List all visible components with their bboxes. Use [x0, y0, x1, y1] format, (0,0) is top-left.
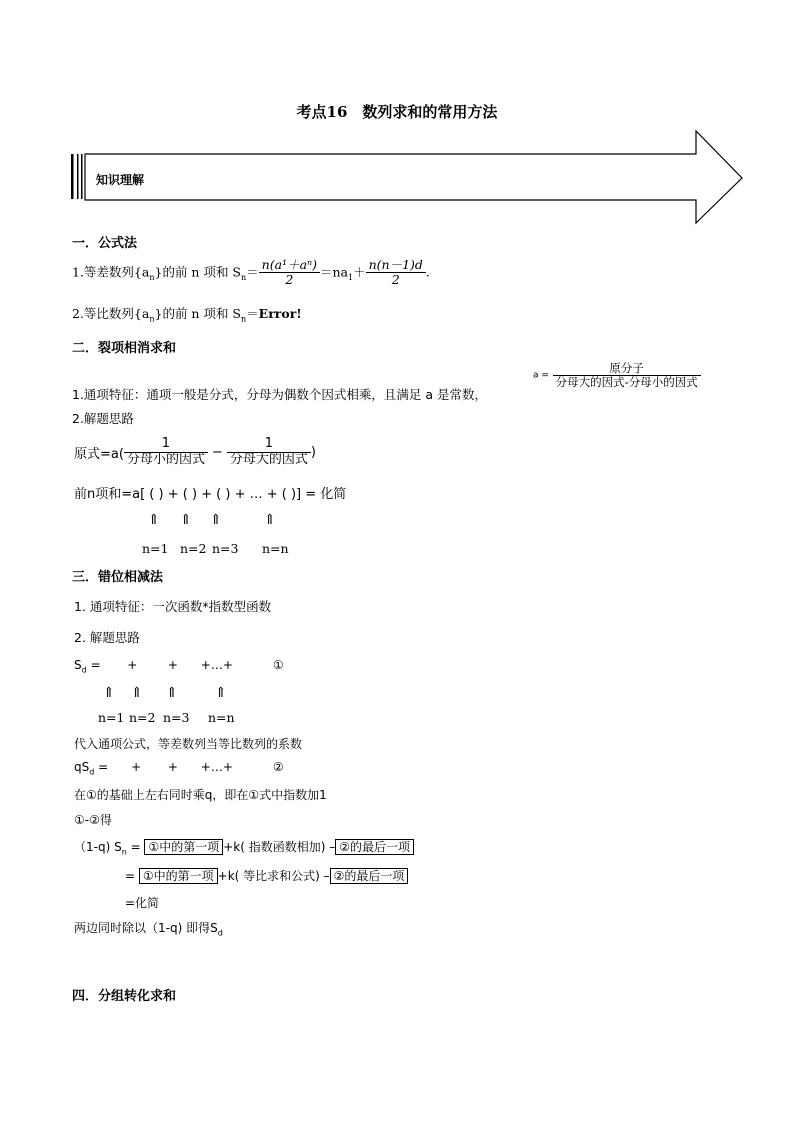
- substitution-note: 代入通项公式，等差数列当等比数列的系数: [74, 737, 303, 751]
- banner-bar-2: [77, 154, 79, 199]
- text: 两边同时除以（1-q) 即得S: [74, 921, 218, 935]
- up-arrow-icon: ⇑: [264, 512, 276, 528]
- denominator: 分母大的因式: [229, 451, 308, 467]
- banner-bar-1: [71, 154, 74, 199]
- sub: n: [241, 272, 247, 282]
- text: ＝na: [319, 264, 348, 280]
- fraction-2: [227, 437, 311, 468]
- text: +k( 指数函数相加) –: [223, 840, 336, 854]
- sub: n: [121, 847, 127, 857]
- index-label: n=n: [208, 710, 235, 725]
- difference-row-3: =化简: [125, 896, 160, 910]
- text: S: [74, 658, 82, 672]
- sub: n: [149, 314, 155, 324]
- text: ＋: [353, 264, 366, 280]
- text: .: [425, 264, 430, 280]
- index-label: n=1: [98, 710, 125, 725]
- index-label: n=1: [142, 541, 169, 556]
- up-arrow-icon: ⇑: [210, 512, 222, 528]
- banner-bar-3: [81, 154, 83, 199]
- error-text: Error!: [258, 306, 302, 321]
- sub: d: [217, 928, 223, 938]
- sub: n: [149, 272, 155, 282]
- numerator: n(a¹＋aⁿ): [259, 258, 320, 273]
- telescoping-original: [74, 437, 316, 468]
- sub: 1: [347, 272, 354, 282]
- boxed-term: ②的最后一项: [330, 868, 409, 884]
- index-label: n=2: [180, 541, 207, 556]
- text: }的前 n 项和 S: [154, 264, 241, 280]
- up-arrow-icon: ⇑: [103, 685, 115, 701]
- up-arrow-icon: ⇑: [180, 512, 192, 528]
- sub: n: [241, 314, 247, 324]
- text: −: [211, 444, 223, 460]
- numerator: 原分子: [553, 362, 701, 376]
- multiply-note: 在①的基础上左右同时乘q，即在①式中指数加1: [74, 788, 327, 802]
- denominator: 2: [285, 272, 294, 288]
- index-label: n=n: [262, 541, 289, 556]
- formula-geometric-sum: [72, 304, 302, 324]
- text: 原式=a(: [74, 446, 124, 462]
- difference-note: ①-②得: [74, 813, 112, 827]
- section-banner: [68, 128, 748, 226]
- difference-row-1: [74, 838, 414, 856]
- denominator: 2: [391, 272, 400, 288]
- up-arrow-icon: ⇑: [166, 685, 178, 701]
- qsd-equation: [74, 760, 284, 776]
- boxed-term: ②的最后一项: [335, 839, 414, 855]
- text: 2.等比数列{a: [72, 306, 150, 321]
- text: qS: [74, 760, 90, 774]
- text: 1.等差数列{a: [72, 264, 150, 280]
- index-label: n=2: [129, 710, 156, 725]
- telescoping-steps: 2.解题思路: [72, 411, 134, 426]
- constant-a-formula: [533, 362, 701, 389]
- text: }的前 n 项和 S: [154, 306, 241, 321]
- text: （1-q) S: [74, 840, 122, 854]
- section-3-heading: 三．错位相减法: [72, 570, 164, 585]
- denominator: 分母大的因式-分母小的因式: [555, 375, 698, 390]
- section-2-heading: 二．裂项相消求和: [72, 341, 177, 356]
- fraction-1: [124, 437, 208, 468]
- text: =: [126, 840, 145, 854]
- text: =: [125, 869, 139, 883]
- shift-subtract-feature: 1. 通项特征：一次函数*指数型函数: [74, 599, 272, 614]
- text: ＝: [246, 306, 259, 321]
- text: ): [310, 444, 316, 460]
- text: +k( 等比求和公式) –: [217, 869, 330, 883]
- text: = + + +…+: [86, 658, 233, 672]
- fraction: [553, 362, 701, 389]
- formula-arithmetic-sum: [72, 258, 430, 288]
- circle-marker: ②: [272, 760, 284, 774]
- final-note: [74, 919, 223, 937]
- numerator: 1: [227, 437, 311, 453]
- page-title: 考点16 数列求和的常用方法: [296, 103, 498, 121]
- fraction-2: [366, 258, 426, 288]
- section-4-heading: 四．分组转化求和: [72, 989, 177, 1004]
- boxed-term: ①中的第一项: [144, 839, 223, 855]
- circle-marker: ①: [272, 658, 284, 672]
- telescoping-sum: 前n项和=a[ ( ) + ( ) + ( ) + … + ( )] = 化简: [74, 487, 347, 502]
- up-arrow-icon: ⇑: [131, 685, 143, 701]
- up-arrow-icon: ⇑: [215, 685, 227, 701]
- up-arrow-icon: ⇑: [148, 512, 160, 528]
- sub: d: [81, 665, 87, 675]
- sd-equation: [74, 658, 284, 674]
- text: a =: [533, 370, 549, 381]
- index-label: n=3: [212, 541, 239, 556]
- text: = + + +…+: [94, 760, 233, 774]
- text: ＝: [246, 264, 259, 280]
- sub: d: [89, 767, 95, 777]
- numerator: n(n－1)d: [366, 258, 426, 273]
- boxed-term: ①中的第一项: [139, 868, 218, 884]
- fraction-1: [259, 258, 320, 288]
- denominator: 分母小的因式: [126, 451, 205, 467]
- difference-row-2: [125, 867, 408, 884]
- banner-arrow-shape: [85, 131, 742, 223]
- telescoping-feature: 1.通项特征：通项一般是分式，分母为偶数个因式相乘，且满足 a 是常数，: [72, 387, 488, 402]
- index-label: n=3: [163, 710, 190, 725]
- numerator: 1: [124, 437, 208, 453]
- banner-label: 知识理解: [96, 173, 145, 187]
- section-1-heading: 一．公式法: [72, 236, 138, 251]
- shift-subtract-steps: 2. 解题思路: [74, 630, 140, 645]
